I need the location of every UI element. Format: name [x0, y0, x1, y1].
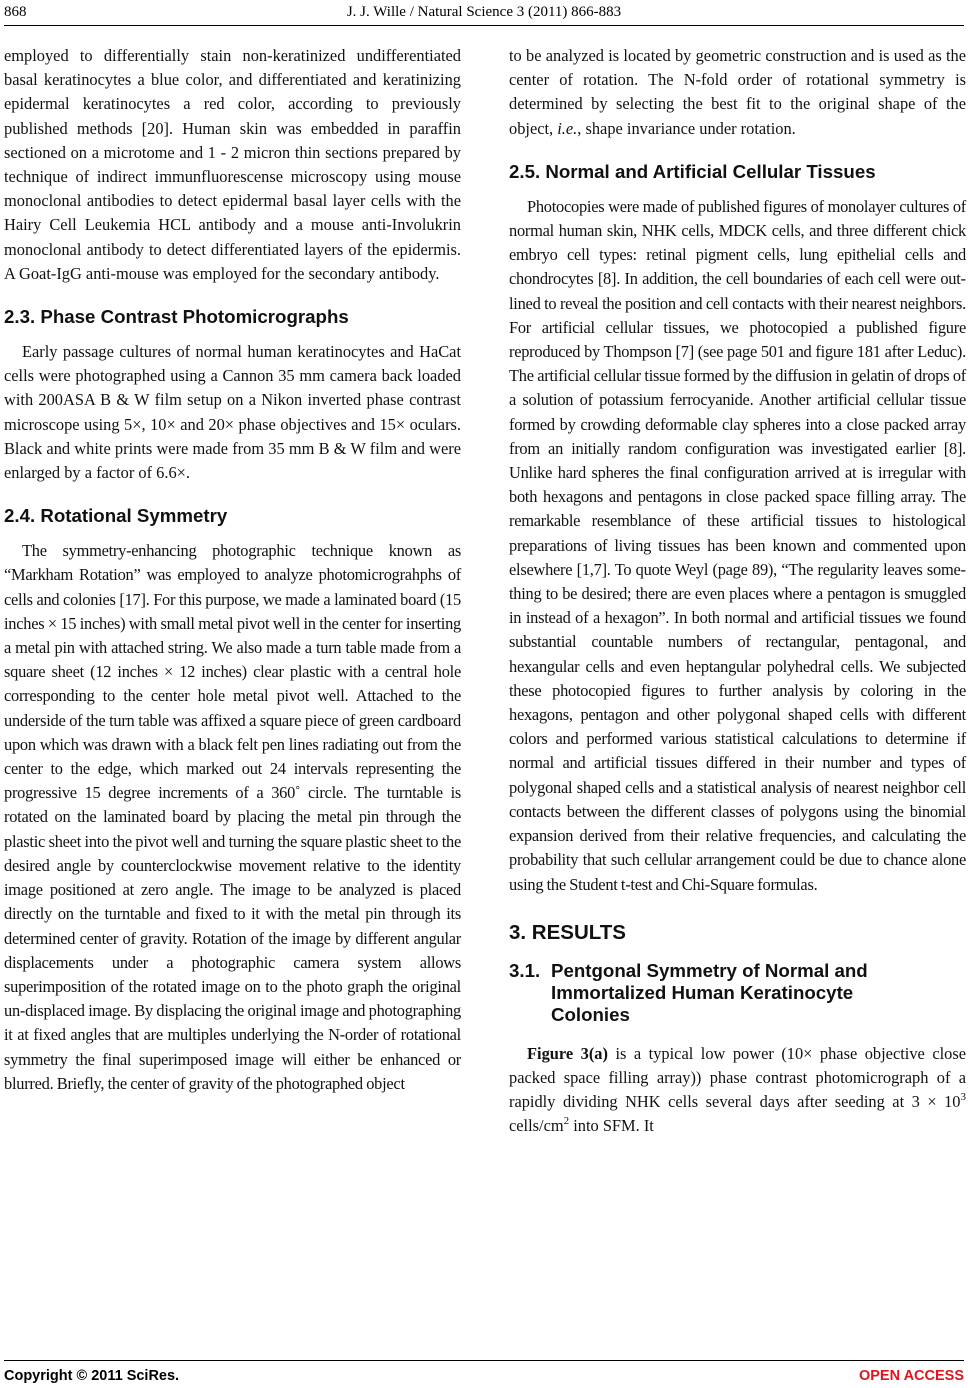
paragraph-2-4: The symmetry-enhancing photographic technique known as “Markham Rotation” was employed to analyze photomicrograhphs of cells and colonies [17]. For this purpose, we made a laminated board (15 inches × 15 inches) with small metal pivot well in the center for inserting a metal pin with attached string. We also made a turn table made from a square sheet (12 inches × 12 inches) clear plastic with a central hole corresponding to the center hole metal pivot well. Attached to the underside of the turn table was affixed a square piece of green cardboard upon which was drawn with a black felt pen lines radiating out from the center to the edge, which marked out 24 intervals representing the progressive 15 degree increments of a 360˚ circle. The turntable is rotated on the laminated board by placing the metal pin through the plastic sheet into the pivot well and turning the square plastic sheet to the desired angle by counterclockwise movement relative to the identity image positioned at zero angle. The image to be analyzed is placed directly on the turntable and fixed to it with the metal pin through its determined center of gravity. Rotation of the image by different angular displacements under a photographic camera system allows superimposition of the rotated image on to the photo graph the original un-displaced image. By displacing the original image and photographing it at fixed angles that are multiples underlying the N-order of rotational symmetry the final superimposed image will either be enhanced or blurred. Briefly, the center of gravity of the photographed object — [4, 541, 461, 1093]
heading-2-4: 2.4. Rotational Symmetry — [4, 505, 228, 527]
paragraph-2-5: Photocopies were made of published figures of monolayer cultures of normal human skin, NHK cells, MDCK cells, and three different chick embryo cell types: retinal pigment cells, lung epithelial cells and chondrocytes [8]. In addition, the cell boundaries of each cell were outlined to reveal the position and cell contacts with their nearest neighbors. For artificial cellular tissues, we photocopied a published figure reproduced by Thompson [7] (see page 501 and figure 181 after Leduc). The artificial cellular tissue formed by the diffusion in gelatin of drops of a solution of potassium ferrocyanide. Another artificial cellular tissue formed by crowding deformable clay spheres into a close packed array from an initially random configuration was investigated earlier [8]. Unlike hard spheres the final configuration arrived at is irregular with both hexagons and pentagons in close packed space filling array. The remarkable resemblance of these artificial tissues to histological preparations of living tissues has been known and commented upon elsewhere [1,7]. To quote Weyl (page 89), “The regularity leaves something to be desired; there are even places where a pentagon is smuggled in instead of a hexagon”. In both normal and artificial tissues we found substantial countable numbers of rectangular, pentagonal, and hexangular cells and even heptangular polyhedral cells. We subjected these photocopied figures to further analysis by coloring in the hexagons, pentagon and other polygonal shaped cells with different colors and performed various statistical calculations to determine if normal and artificial tissues differed in their number and types of polygonal shaped cells and a statistical analysis of nearest neighbor cell contacts between the different classes of polygons using the binomial expansion derived from their relative frequencies, and calculating the probability that such cellular arrangement could be due to chance alone using the Student t-test and Chi-Square formulas. — [509, 196, 966, 894]
page-number: 868 — [4, 4, 27, 20]
copyright-notice: Copyright © 2011 SciRes. — [4, 1368, 180, 1384]
heading-3-1-line1: Pentgonal Symmetry of Normal and — [551, 959, 868, 981]
paragraph-continued — [509, 44, 966, 141]
paragraph-3-1-text-c: into SFM. It — [569, 1116, 654, 1136]
heading-3-1-line3: Colonies — [551, 1003, 630, 1025]
heading-3-1 — [509, 960, 966, 1026]
ie-italic: i.e. — [557, 118, 578, 138]
paragraph-3-1-text-a: is a typical low power (10× phase objective close packed space filling array)) phase contrast photomicrograph of a rapidly dividing NHK cells several days after seeding at 3 × 10 — [509, 1043, 966, 1112]
paragraph-3-1 — [509, 1042, 966, 1139]
heading-3-1-line2: Immortalized Human Keratinocyte — [551, 981, 854, 1003]
header-rule — [4, 25, 964, 26]
running-title: J. J. Wille / Natural Science 3 (2011) 866-883 — [346, 4, 622, 20]
heading-results: 3. RESULTS — [509, 920, 626, 944]
heading-3-1-number: 3.1. — [509, 959, 541, 981]
superscript-unit: 2 — [563, 1114, 570, 1127]
right-column — [509, 44, 966, 1139]
paragraph-continued-end: , shape invariance under rotation. — [577, 118, 796, 138]
heading-2-5: 2.5. Normal and Artificial Cellular Tissues — [509, 160, 876, 182]
superscript-exponent: 3 — [960, 1090, 966, 1103]
footer-rule — [4, 1360, 964, 1361]
running-header — [4, 4, 964, 26]
open-access-label: OPEN ACCESS — [858, 1368, 964, 1384]
footer — [4, 1368, 964, 1386]
left-column — [4, 44, 461, 1096]
paragraph-continued-text: to be analyzed is located by geometric construction and is used as the center of rotation. The N-fold order of rotational symmetry is determined by selecting the best fit to the original shape of the object, — [509, 46, 966, 138]
paragraph-intro: employed to differentially stain non-keratinized undifferentiated basal keratinocytes a blue color, and differentiated and keratinizing epidermal keratinocytes a red color, according to previously published methods [20]. Human skin was embedded in paraffin sectioned on a microtome and 1 - 2 micron thin sections prepared by technique of indirect immunfluorescense microscopy using mouse monoclonal antibodies to detect epidermal basal layer cells with the Hairy Cell Leukemia HCL antibody and a mouse anti-Involukrin monoclonal antibody to detect differentiated layers of the epidermis. A Goat-IgG anti-mouse was employed for the secondary antibody. — [4, 46, 461, 283]
paragraph-3-1-text-b: cells/cm — [509, 1116, 564, 1136]
heading-2-3: 2.3. Phase Contrast Photomicrographs — [4, 306, 349, 328]
figure-reference: Figure 3(a) — [527, 1043, 608, 1063]
paragraph-2-3: Early passage cultures of normal human keratinocytes and HaCat cells were photographed using a Cannon 35 mm camera back loaded with 200ASA B & W film setup on a Nikon inverted phase contrast microscope using 5×, 10× and 20× phase objectives and 15× oculars. Black and white prints were made from 35 mm B & W film and were enlarged by a factor of 6.6×. — [4, 342, 461, 483]
